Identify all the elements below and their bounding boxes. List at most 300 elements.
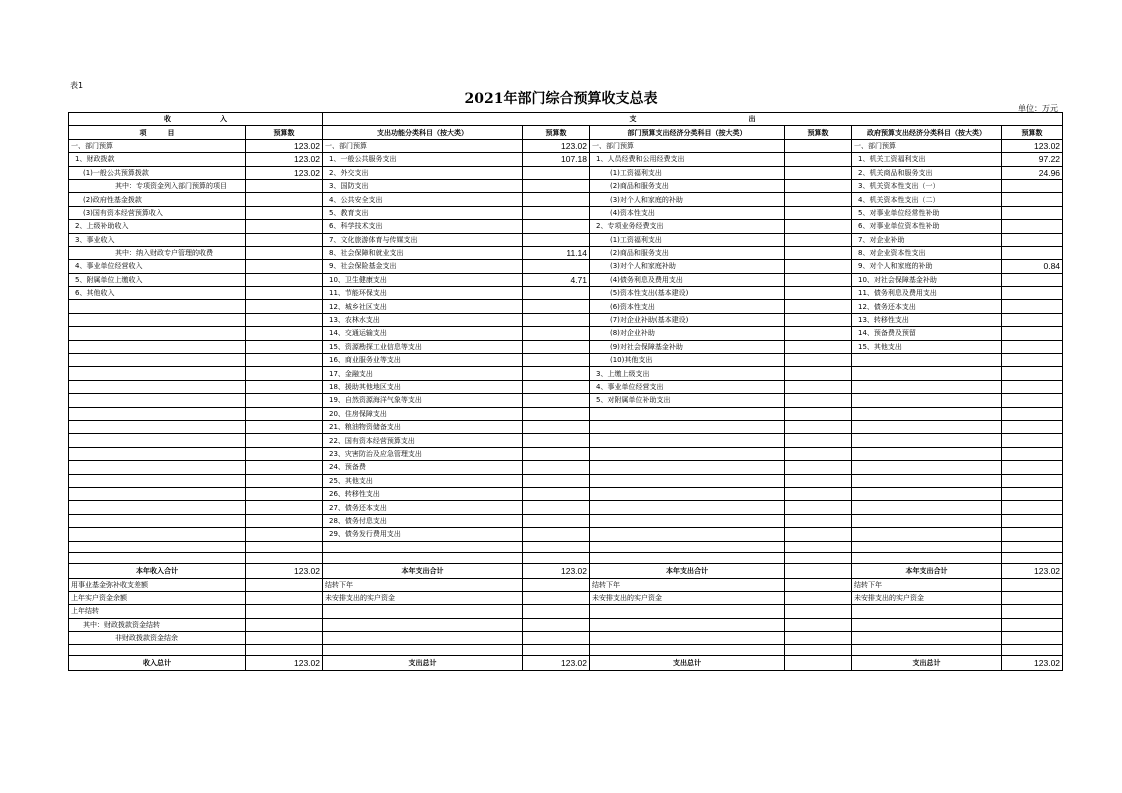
year-income-total-label: 本年收入合计 (69, 563, 246, 578)
func-class-item: 25、其他支出 (323, 474, 523, 487)
dept-econ-value (785, 327, 852, 340)
dept-econ-item: (10)其他支出 (590, 354, 785, 367)
income-item (69, 300, 246, 313)
income-item: 1、财政拨款 (69, 153, 246, 166)
table-row (69, 618, 1063, 631)
func-class-item: 26、转移性支出 (323, 487, 523, 500)
year-expense-func-total: 123.02 (523, 563, 590, 578)
gov-econ-value (1002, 287, 1063, 300)
gov-econ-value (1002, 300, 1063, 313)
gov-econ-item (852, 394, 1002, 407)
table-row (69, 193, 1063, 206)
dept-econ-item (590, 501, 785, 514)
income-budget-value (246, 220, 323, 233)
income-budget-value (246, 394, 323, 407)
gov-econ-value (1002, 233, 1063, 246)
dept-econ-item: (3)对个人和家庭补助 (590, 260, 785, 273)
dept-econ-item: (4)资本性支出 (590, 206, 785, 219)
dept-econ-value (785, 380, 852, 393)
dept-econ-item (590, 461, 785, 474)
income-budget-value (246, 246, 323, 259)
expense-item: 结转下年 (323, 578, 523, 591)
func-class-item: 7、文化旅游体育与传媒支出 (323, 233, 523, 246)
gov-econ-item: 2、机关商品和服务支出 (852, 166, 1002, 179)
dept-econ-item (590, 474, 785, 487)
table-row (69, 605, 1063, 618)
expense-item: 结转下年 (590, 578, 785, 591)
func-class-value (523, 354, 590, 367)
dept-econ-item: (2)商品和服务支出 (590, 246, 785, 259)
func-class-item: 27、债务还本支出 (323, 501, 523, 514)
income-item (69, 327, 246, 340)
income-item (69, 434, 246, 447)
year-expense-total-label: 本年支出合计 (590, 563, 785, 578)
gov-econ-value (1002, 380, 1063, 393)
func-class-item: 24、预备费 (323, 461, 523, 474)
income-budget-value (246, 528, 323, 541)
income-item: 5、附属单位上缴收入 (69, 273, 246, 286)
gov-econ-value (1002, 179, 1063, 192)
gov-econ-value (1002, 420, 1063, 433)
income-header: 收 入 (69, 113, 323, 126)
gov-econ-item: 一、部门预算 (852, 139, 1002, 152)
expense-header: 支 出 (323, 113, 1063, 126)
func-budget-header: 预算数 (523, 126, 590, 139)
table-row (69, 420, 1063, 433)
gov-econ-value (1002, 354, 1063, 367)
gov-econ-item (852, 514, 1002, 527)
income-item: 用事业基金弥补收支差额 (69, 578, 246, 591)
func-class-value (523, 407, 590, 420)
year-income-total-value: 123.02 (246, 563, 323, 578)
gov-econ-item (852, 528, 1002, 541)
func-class-value (523, 461, 590, 474)
dept-econ-value (785, 220, 852, 233)
table-row (69, 340, 1063, 353)
dept-econ-item: (2)商品和服务支出 (590, 179, 785, 192)
func-class-value (523, 260, 590, 273)
func-class-item: 29、债务发行费用支出 (323, 528, 523, 541)
income-item: (1)一般公共预算拨款 (69, 166, 246, 179)
gov-econ-item (852, 447, 1002, 460)
dept-econ-value (785, 313, 852, 326)
income-item: 上年实户资金余额 (69, 591, 246, 604)
year-total-row (69, 563, 1063, 578)
func-class-value (523, 434, 590, 447)
dept-econ-value (785, 233, 852, 246)
gov-econ-item: 8、对企业资本性支出 (852, 246, 1002, 259)
spacer-row (69, 645, 1063, 656)
year-expense-gov-total: 123.02 (1002, 563, 1063, 578)
dept-econ-value (785, 166, 852, 179)
func-class-value: 123.02 (523, 139, 590, 152)
func-class-item: 3、国防支出 (323, 179, 523, 192)
header-row-group (69, 113, 1063, 126)
func-class-item: 13、农林水支出 (323, 313, 523, 326)
dept-econ-item (590, 447, 785, 460)
dept-econ-value (785, 139, 852, 152)
gov-econ-value: 123.02 (1002, 139, 1063, 152)
dept-econ-item: (3)对个人和家庭的补助 (590, 193, 785, 206)
func-class-value (523, 420, 590, 433)
func-class-item: 16、商业服务业等支出 (323, 354, 523, 367)
income-item: 非财政拨款资金结余 (69, 632, 246, 645)
func-class-value (523, 193, 590, 206)
dept-econ-item: (1)工资福利支出 (590, 233, 785, 246)
table-row (69, 434, 1063, 447)
table-row (69, 407, 1063, 420)
func-class-item: 2、外交支出 (323, 166, 523, 179)
income-budget-value (246, 327, 323, 340)
income-budget-value (246, 461, 323, 474)
gov-econ-value: 24.96 (1002, 166, 1063, 179)
table-row (69, 153, 1063, 166)
income-item (69, 313, 246, 326)
dept-econ-item (590, 487, 785, 500)
func-class-value (523, 327, 590, 340)
dept-econ-value (785, 179, 852, 192)
func-class-value (523, 447, 590, 460)
gov-econ-item (852, 367, 1002, 380)
func-class-item: 17、金融支出 (323, 367, 523, 380)
income-budget-value (246, 474, 323, 487)
expense-func-grand-total: 123.02 (523, 656, 590, 671)
func-class-value (523, 394, 590, 407)
table-row (69, 287, 1063, 300)
dept-econ-item (590, 434, 785, 447)
dept-econ-header: 部门预算支出经济分类科目（按大类） (590, 126, 785, 139)
table-row (69, 220, 1063, 233)
func-class-value (523, 514, 590, 527)
func-class-item: 22、国有资本经营预算支出 (323, 434, 523, 447)
func-class-item: 4、公共安全支出 (323, 193, 523, 206)
gov-econ-value: 97.22 (1002, 153, 1063, 166)
income-item: 其中：专项资金列入部门预算的项目 (69, 179, 246, 192)
func-class-item: 15、资源勘探工业信息等支出 (323, 340, 523, 353)
income-budget-value (246, 514, 323, 527)
dept-econ-value (785, 407, 852, 420)
dept-econ-value (785, 474, 852, 487)
income-budget-value: 123.02 (246, 153, 323, 166)
func-class-value (523, 287, 590, 300)
gov-econ-value (1002, 246, 1063, 259)
func-class-item: 12、城乡社区支出 (323, 300, 523, 313)
income-budget-value (246, 447, 323, 460)
table-row (69, 179, 1063, 192)
table-row (69, 578, 1063, 591)
table-row (69, 139, 1063, 152)
func-class-value (523, 474, 590, 487)
expense-item: 未安排支出的实户资金 (323, 591, 523, 604)
year-expense-total-label: 本年支出合计 (323, 563, 523, 578)
gov-econ-value (1002, 447, 1063, 460)
func-class-item: 19、自然资源海洋气象等支出 (323, 394, 523, 407)
expense-item: 结转下年 (852, 578, 1002, 591)
dept-econ-value (785, 260, 852, 273)
func-class-value: 4.71 (523, 273, 590, 286)
income-item: 上年结转 (69, 605, 246, 618)
dept-econ-value (785, 340, 852, 353)
income-item: 3、事业收入 (69, 233, 246, 246)
income-budget-value (246, 313, 323, 326)
dept-econ-value (785, 153, 852, 166)
func-class-item: 11、节能环保支出 (323, 287, 523, 300)
income-budget-value (246, 434, 323, 447)
func-class-item: 28、债务付息支出 (323, 514, 523, 527)
gov-econ-item (852, 380, 1002, 393)
income-budget-value (246, 273, 323, 286)
func-class-value (523, 367, 590, 380)
table-number-label: 表1 (70, 81, 84, 90)
dept-econ-value (785, 273, 852, 286)
table-row (69, 206, 1063, 219)
income-item: 4、事业单位经营收入 (69, 260, 246, 273)
income-item (69, 380, 246, 393)
income-item: 一、部门预算 (69, 139, 246, 152)
expense-gov-grand-total: 123.02 (1002, 656, 1063, 671)
gov-econ-item: 12、债务还本支出 (852, 300, 1002, 313)
func-class-item: 8、社会保障和就业支出 (323, 246, 523, 259)
dept-econ-value (785, 193, 852, 206)
income-item: 6、其他收入 (69, 287, 246, 300)
income-budget-value (246, 260, 323, 273)
func-class-item: 6、科学技术支出 (323, 220, 523, 233)
table-row (69, 632, 1063, 645)
table-row (69, 300, 1063, 313)
table-row (69, 233, 1063, 246)
income-budget-value (246, 487, 323, 500)
dept-econ-item: 4、事业单位经营支出 (590, 380, 785, 393)
dept-econ-item: (1)工资福利支出 (590, 166, 785, 179)
func-class-value (523, 300, 590, 313)
income-item: 其中：纳入财政专户管理的收费 (69, 246, 246, 259)
income-item (69, 340, 246, 353)
income-budget-value: 123.02 (246, 166, 323, 179)
income-budget-header: 预算数 (246, 126, 323, 139)
table-row (69, 487, 1063, 500)
table-row (69, 354, 1063, 367)
gov-econ-value (1002, 340, 1063, 353)
gov-econ-value (1002, 394, 1063, 407)
dept-econ-item: (4)债务利息及费用支出 (590, 273, 785, 286)
dept-econ-item (590, 407, 785, 420)
dept-econ-item: 1、人员经费和公用经费支出 (590, 153, 785, 166)
expense-item: 未安排支出的实户资金 (852, 591, 1002, 604)
income-budget-value (246, 354, 323, 367)
gov-econ-item: 7、对企业补助 (852, 233, 1002, 246)
expense-grand-total-label: 支出总计 (323, 656, 523, 671)
income-item (69, 474, 246, 487)
income-budget-value (246, 420, 323, 433)
func-class-value (523, 487, 590, 500)
gov-econ-item: 10、对社会保障基金补助 (852, 273, 1002, 286)
income-budget-value (246, 300, 323, 313)
header-row-columns (69, 126, 1063, 139)
gov-econ-item (852, 407, 1002, 420)
table-row (69, 514, 1063, 527)
func-class-value (523, 340, 590, 353)
table-row (69, 461, 1063, 474)
item-header: 项 目 (69, 126, 246, 139)
table-row (69, 380, 1063, 393)
dept-econ-value (785, 300, 852, 313)
table-row (69, 313, 1063, 326)
func-class-header: 支出功能分类科目（按大类） (323, 126, 523, 139)
func-class-value (523, 313, 590, 326)
income-budget-value (246, 380, 323, 393)
func-class-value (523, 179, 590, 192)
func-class-value (523, 380, 590, 393)
income-item (69, 528, 246, 541)
income-budget-value (246, 501, 323, 514)
func-class-value (523, 220, 590, 233)
gov-econ-value: 0.84 (1002, 260, 1063, 273)
income-item (69, 354, 246, 367)
dept-econ-item: (5)资本性支出(基本建设) (590, 287, 785, 300)
gov-econ-value (1002, 367, 1063, 380)
dept-econ-value (785, 246, 852, 259)
gov-econ-value (1002, 313, 1063, 326)
grand-total-row (69, 656, 1063, 671)
func-class-value: 107.18 (523, 153, 590, 166)
gov-econ-item: 4、机关资本性支出（二） (852, 193, 1002, 206)
dept-econ-value (785, 420, 852, 433)
gov-econ-item (852, 487, 1002, 500)
gov-econ-value (1002, 327, 1063, 340)
gov-econ-value (1002, 474, 1063, 487)
expense-grand-total-label: 支出总计 (852, 656, 1002, 671)
table-row (69, 367, 1063, 380)
income-grand-total-label: 收入总计 (69, 656, 246, 671)
gov-econ-value (1002, 487, 1063, 500)
table-row (69, 260, 1063, 273)
income-item (69, 394, 246, 407)
income-item (69, 447, 246, 460)
func-class-value (523, 501, 590, 514)
gov-econ-item: 15、其他支出 (852, 340, 1002, 353)
gov-econ-item: 14、预备费及预留 (852, 327, 1002, 340)
table-row (69, 447, 1063, 460)
gov-econ-item (852, 501, 1002, 514)
dept-econ-value (785, 434, 852, 447)
dept-econ-item (590, 528, 785, 541)
func-class-value (523, 166, 590, 179)
budget-summary-table (68, 112, 1063, 671)
income-budget-value (246, 287, 323, 300)
dept-econ-budget-header: 预算数 (785, 126, 852, 139)
income-budget-value (246, 206, 323, 219)
dept-econ-item: 5、对附属单位补助支出 (590, 394, 785, 407)
gov-econ-item (852, 461, 1002, 474)
gov-econ-item: 5、对事业单位经常性补助 (852, 206, 1002, 219)
income-item: 2、上级补助收入 (69, 220, 246, 233)
gov-econ-item: 3、机关资本性支出（一） (852, 179, 1002, 192)
unit-label: 单位：万元 (1018, 104, 1058, 113)
income-item (69, 420, 246, 433)
gov-econ-item: 13、转移性支出 (852, 313, 1002, 326)
gov-econ-budget-header: 预算数 (1002, 126, 1063, 139)
table-row (69, 394, 1063, 407)
table-row (69, 327, 1063, 340)
income-grand-total-value: 123.02 (246, 656, 323, 671)
income-item (69, 514, 246, 527)
income-budget-value (246, 179, 323, 192)
page-title: 2021年部门综合预算收支总表 (464, 91, 658, 107)
dept-econ-item: 2、专项业务经费支出 (590, 220, 785, 233)
table-row (69, 528, 1063, 541)
func-class-value (523, 528, 590, 541)
func-class-item: 一、部门预算 (323, 139, 523, 152)
dept-econ-value (785, 367, 852, 380)
gov-econ-value (1002, 461, 1063, 474)
dept-econ-value (785, 514, 852, 527)
income-item (69, 501, 246, 514)
dept-econ-value (785, 354, 852, 367)
func-class-item: 23、灾害防治及应急管理支出 (323, 447, 523, 460)
expense-item: 未安排支出的实户资金 (590, 591, 785, 604)
gov-econ-item (852, 354, 1002, 367)
expense-grand-total-label: 支出总计 (590, 656, 785, 671)
income-budget-value: 123.02 (246, 139, 323, 152)
func-class-item: 10、卫生健康支出 (323, 273, 523, 286)
income-item (69, 367, 246, 380)
income-budget-value (246, 340, 323, 353)
table-row (69, 501, 1063, 514)
gov-econ-value (1002, 501, 1063, 514)
gov-econ-item: 6、对事业单位资本性补助 (852, 220, 1002, 233)
gov-econ-value (1002, 407, 1063, 420)
dept-econ-item: (9)对社会保障基金补助 (590, 340, 785, 353)
gov-econ-item (852, 420, 1002, 433)
func-class-item: 9、社会保险基金支出 (323, 260, 523, 273)
year-expense-dept-total (785, 563, 852, 578)
income-item (69, 487, 246, 500)
dept-econ-item: 一、部门预算 (590, 139, 785, 152)
dept-econ-value (785, 461, 852, 474)
table-row (69, 273, 1063, 286)
func-class-item: 20、住房保障支出 (323, 407, 523, 420)
gov-econ-value (1002, 206, 1063, 219)
income-budget-value (246, 407, 323, 420)
dept-econ-value (785, 501, 852, 514)
dept-econ-value (785, 528, 852, 541)
income-budget-value (246, 193, 323, 206)
dept-econ-item (590, 514, 785, 527)
dept-econ-value (785, 487, 852, 500)
gov-econ-value (1002, 220, 1063, 233)
gov-econ-item: 1、机关工资福利支出 (852, 153, 1002, 166)
gov-econ-header: 政府预算支出经济分类科目（按大类） (852, 126, 1002, 139)
dept-econ-item: (6)资本性支出 (590, 300, 785, 313)
income-item: 其中：财政拨款资金结转 (69, 618, 246, 631)
func-class-value (523, 206, 590, 219)
func-class-item: 18、援助其他地区支出 (323, 380, 523, 393)
year-expense-total-label: 本年支出合计 (852, 563, 1002, 578)
income-budget-value (246, 233, 323, 246)
func-class-item: 1、一般公共服务支出 (323, 153, 523, 166)
func-class-value: 11.14 (523, 246, 590, 259)
table-row (69, 591, 1063, 604)
table-row (69, 474, 1063, 487)
income-item (69, 461, 246, 474)
gov-econ-item (852, 474, 1002, 487)
gov-econ-value (1002, 528, 1063, 541)
dept-econ-value (785, 287, 852, 300)
dept-econ-value (785, 447, 852, 460)
dept-econ-value (785, 206, 852, 219)
func-class-item: 5、教育支出 (323, 206, 523, 219)
expense-dept-grand-total (785, 656, 852, 671)
